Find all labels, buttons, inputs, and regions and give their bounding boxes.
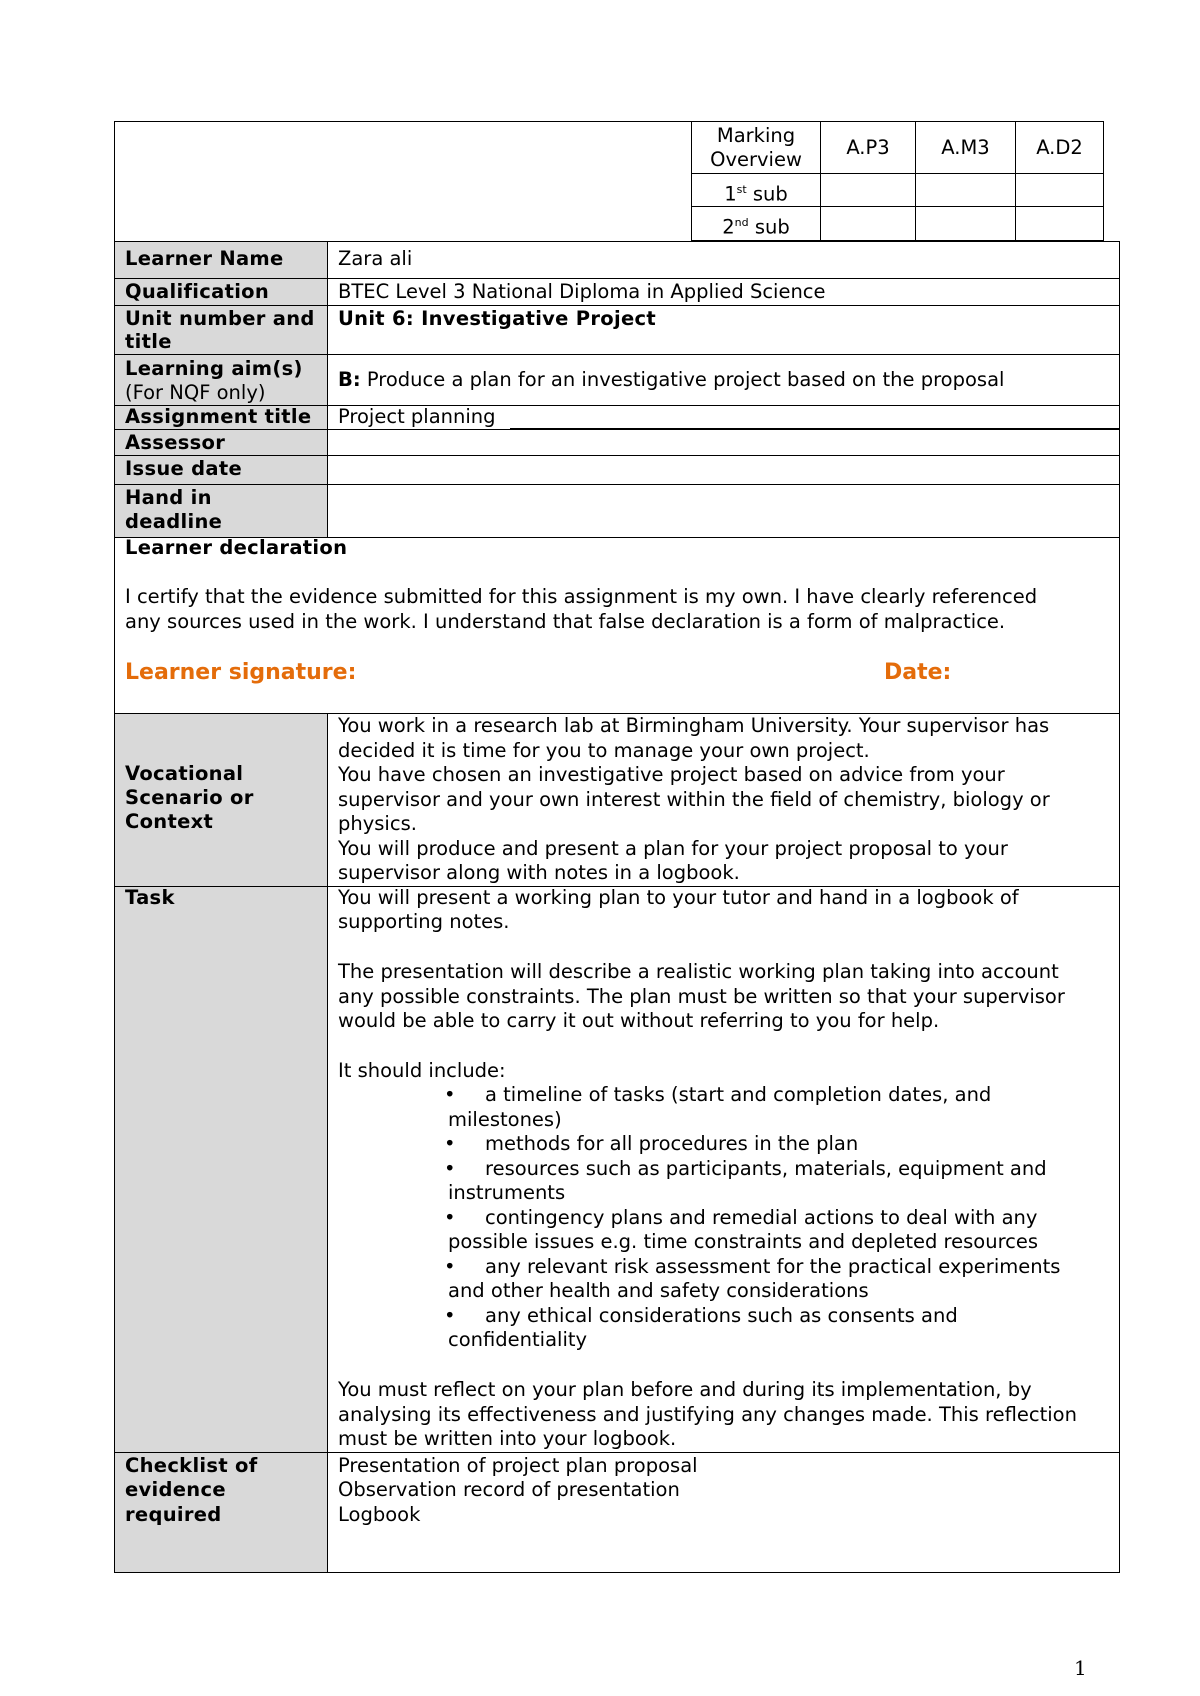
scenario-line: You will produce and present a plan for your project proposal to your (338, 837, 1008, 860)
task-bullet-first: any relevant risk assessment for the practical experiments (485, 1255, 1061, 1278)
checklist-label-line3: required (125, 1503, 222, 1526)
scenario-label-line2: Scenario or (125, 786, 254, 809)
scenario-line: decided it is time for you to manage your own project. (338, 739, 870, 762)
learner-name-value[interactable]: Zara ali (338, 247, 413, 270)
bullet-dot: • (444, 1083, 456, 1106)
declaration-text-line2: any sources used in the work. I understand that false declaration is a form of malpractice. (125, 610, 1006, 633)
scenario-line: supervisor along with notes in a logbook. (338, 861, 740, 884)
task-intro-line1: You will present a working plan to your tutor and hand in a logbook of (338, 886, 1019, 909)
hand-in-deadline-value[interactable] (328, 485, 1118, 537)
checklist-label-line1: Checklist of (125, 1454, 258, 1477)
task-include-heading: It should include: (338, 1059, 506, 1082)
bullet-dot: • (444, 1304, 456, 1327)
bullet-dot: • (444, 1255, 456, 1278)
task-bullet-first: methods for all procedures in the plan (485, 1132, 859, 1155)
learning-aim-label-line2: (For NQF only) (125, 381, 266, 404)
checklist-item: Logbook (338, 1503, 421, 1526)
task-bullet-second: possible issues e.g. time constraints and depleted resources (448, 1230, 1039, 1253)
page-number: 1 (1074, 1656, 1087, 1680)
checklist-item: Presentation of project plan proposal (338, 1454, 698, 1477)
marking-row-second-sub: 2nd sub (722, 215, 790, 239)
marking-col-ap3: A.P3 (846, 136, 890, 159)
bullet-dot: • (444, 1157, 456, 1180)
task-para-line2: any possible constraints. The plan must be written so that your supervisor (338, 985, 1065, 1008)
assessor-value[interactable] (328, 430, 1118, 455)
task-reflect-line1: You must reflect on your plan before and during its implementation, by (338, 1378, 1032, 1401)
checklist-item: Observation record of presentation (338, 1478, 680, 1501)
unit-label-line2: title (125, 330, 172, 353)
mark-cell-ad2-second[interactable] (1016, 207, 1103, 240)
learner-signature-label: Learner signature: (125, 660, 357, 685)
task-bullet-second: instruments (448, 1181, 566, 1204)
task-bullet-first: any ethical considerations such as consents and (485, 1304, 958, 1327)
scenario-line: You work in a research lab at Birmingham University. Your supervisor has (338, 714, 1050, 737)
marking-overview-label: Marking Overview (710, 124, 802, 171)
checklist-label-line2: evidence (125, 1478, 226, 1501)
unit-label-line1: Unit number and (125, 307, 315, 330)
task-intro-line2: supporting notes. (338, 910, 510, 933)
task-para-line1: The presentation will describe a realistic working plan taking into account (338, 960, 1059, 983)
task-para-line3: would be able to carry it out without referring to you for help. (338, 1009, 940, 1032)
bullet-dot: • (444, 1132, 456, 1155)
task-reflect-line2: analysing its effectiveness and justifying any changes made. This reflection (338, 1403, 1077, 1426)
assignment-title-value[interactable]: Project planning (338, 405, 496, 428)
declaration-heading: Learner declaration (125, 536, 348, 559)
task-bullet-first: resources such as participants, materials, equipment and (485, 1157, 1047, 1180)
unit-value[interactable]: Unit 6: Investigative Project (338, 307, 656, 330)
learning-aim-label-line1: Learning aim(s) (125, 357, 303, 380)
qualification-value[interactable]: BTEC Level 3 National Diploma in Applied Science (338, 280, 826, 303)
mark-cell-am3-second[interactable] (916, 207, 1015, 240)
hand-in-label-line1: Hand in (125, 486, 212, 509)
marking-row-first-sub: 1st sub (724, 182, 788, 206)
task-bullet-second: milestones) (448, 1108, 562, 1131)
declaration-text-line1: I certify that the evidence submitted for this assignment is my own. I have clearly referenced (125, 585, 1038, 608)
date-label: Date: (884, 660, 952, 685)
label-column-shade-lower (114, 713, 328, 1573)
task-bullet-second: and other health and safety considerations (448, 1279, 869, 1302)
task-reflect-line3: must be written into your logbook. (338, 1427, 677, 1450)
task-bullet-first: contingency plans and remedial actions to deal with any (485, 1206, 1038, 1229)
mark-cell-ad2-first[interactable] (1016, 174, 1103, 206)
marking-col-ad2: A.D2 (1036, 136, 1083, 159)
issue-date-label: Issue date (125, 457, 243, 480)
mark-cell-ap3-second[interactable] (821, 207, 915, 240)
scenario-label-line3: Context (125, 810, 214, 833)
assignment-title-underline (510, 428, 1119, 429)
assignment-title-label: Assignment title (125, 405, 312, 428)
learning-aim-value[interactable]: B: Produce a plan for an investigative project based on the proposal (338, 368, 1005, 391)
bullet-dot: • (444, 1206, 456, 1229)
scenario-line: physics. (338, 812, 417, 835)
qualification-label: Qualification (125, 280, 270, 303)
learner-name-label: Learner Name (125, 247, 284, 270)
task-label: Task (125, 886, 175, 909)
scenario-line: supervisor and your own interest within the field of chemistry, biology or (338, 788, 1050, 811)
hand-in-label-line2: deadline (125, 510, 223, 533)
scenario-line: You have chosen an investigative project based on advice from your (338, 763, 1005, 786)
mark-cell-am3-first[interactable] (916, 174, 1015, 206)
assessor-label: Assessor (125, 431, 226, 454)
scenario-label-line1: Vocational (125, 762, 244, 785)
marking-col-am3: A.M3 (941, 136, 990, 159)
issue-date-value[interactable] (328, 456, 1118, 484)
mark-cell-ap3-first[interactable] (821, 174, 915, 206)
task-bullet-first: a timeline of tasks (start and completion dates, and (485, 1083, 992, 1106)
task-bullet-second: confidentiality (448, 1328, 588, 1351)
